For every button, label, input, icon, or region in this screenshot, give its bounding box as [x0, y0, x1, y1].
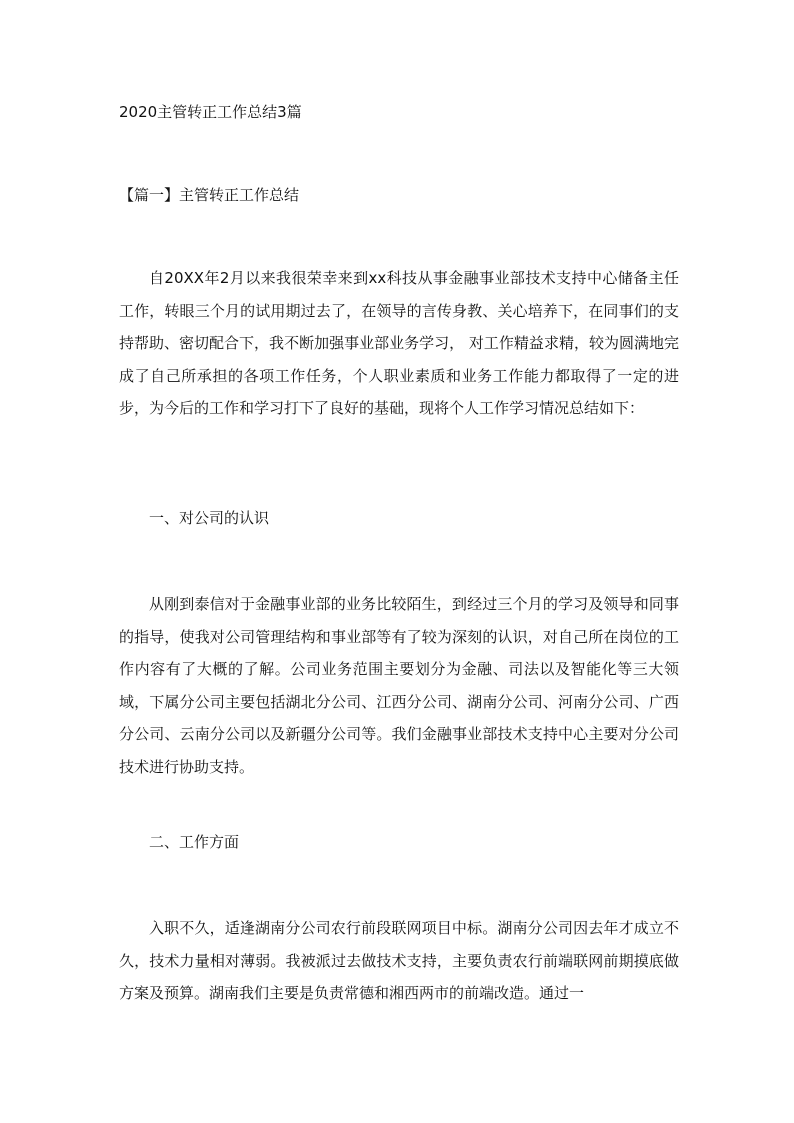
section-heading: 【篇一】主管转正工作总结	[119, 186, 300, 204]
document-title: 2020主管转正工作总结3篇	[119, 103, 302, 121]
paragraph-work-aspects: 入职不久，适逢湖南分公司农行前段联网项目中标。湖南分公司因去年才成立不久，技术力量相对薄弱。我被派过去做技术支持，主要负责农行前端联网前期摸底做方案及预算。湖南我们主要是负责常德和湘西两市的前端改造。通过一	[119, 919, 679, 1002]
sub-heading-company-understanding: 一、对公司的认识	[149, 509, 270, 527]
paragraph-company-understanding: 从刚到泰信对于金融事业部的业务比较陌生，到经过三个月的学习及领导和同事的指导，使我对公司管理结构和事业部等有了较为深刻的认识，对自己所在岗位的工作内容有了大概的了解。公司业务范围主要划分为金融、司法以及智能化等三大领域，下属分公司主要包括湖北分公司、江西分公司、湖南分公司、河南分公司、广西分公司、云南分公司以及新疆分公司等。我们金融事业部技术支持中心主要对分公司技术进行协助支持。	[119, 595, 679, 776]
paragraph-intro: 自20XX年2月以来我很荣幸来到xx科技从事金融事业部技术支持中心储备主任工作，转眼三个月的试用期过去了，在领导的言传身教、关心培养下，在同事们的支持帮助、密切配合下，我不断加强事业部业务学习， 对工作精益求精，较为圆满地完成了自己所承担的各项工作任务，个人职业素质和业务工作能力都取得了一定的进步，为今后的工作和学习打下了良好的基础，现将个人工作学习情况总结如下：	[119, 269, 679, 417]
sub-heading-work-aspects: 二、工作方面	[149, 833, 240, 851]
